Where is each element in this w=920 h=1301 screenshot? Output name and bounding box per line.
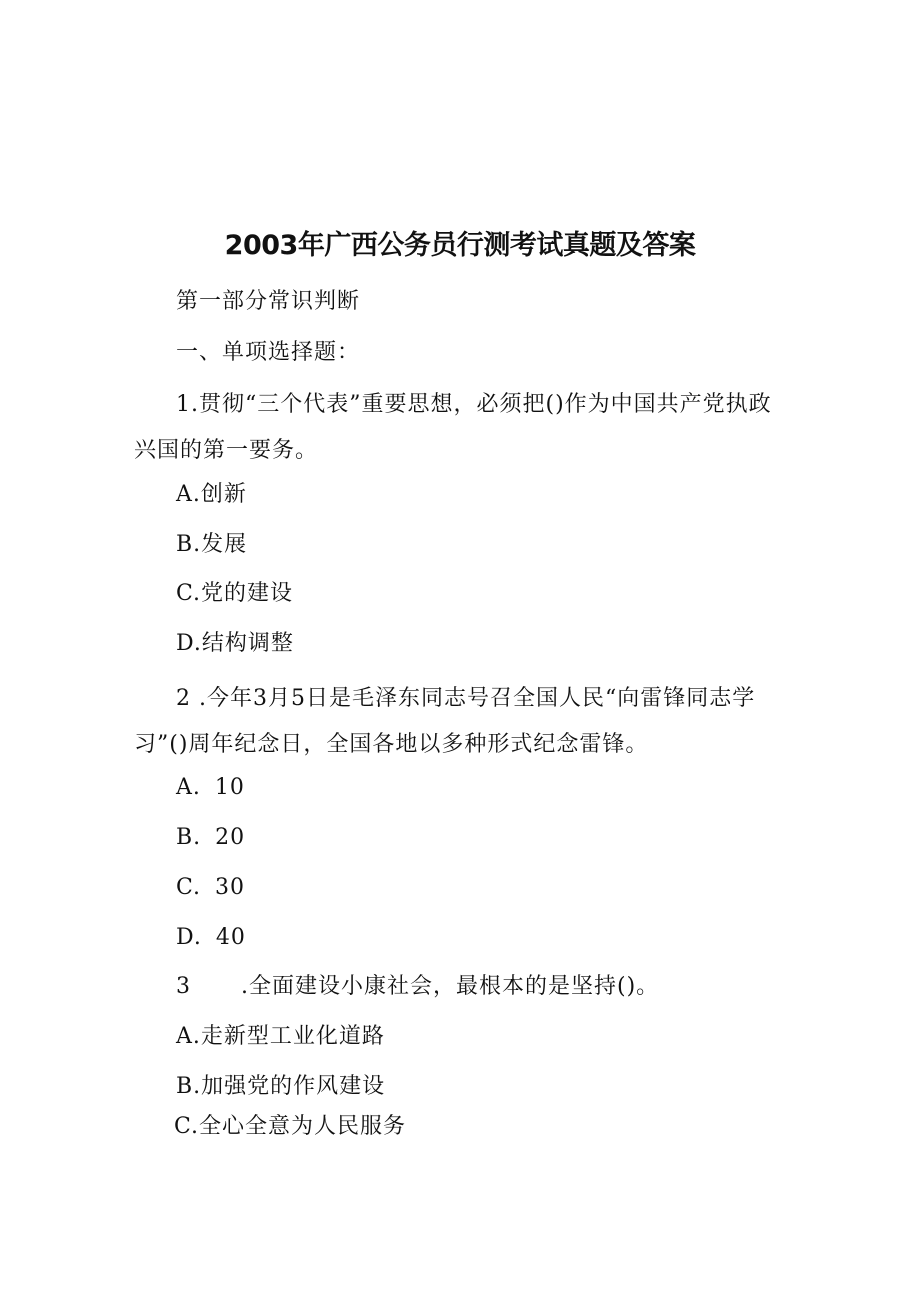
question-2-stem: 2 .今年3月5日是毛泽东同志号召全国人民“向雷锋同志学习”()周年纪念日，全国各地以多种形式纪念雷锋。 xyxy=(134,686,756,757)
option-letter: B. xyxy=(176,825,202,850)
question-3-text: .全面建设小康社会，最根本的是坚持()。 xyxy=(241,974,660,999)
question-3-stem xyxy=(176,972,659,1002)
option-value: 30 xyxy=(215,875,246,900)
option-letter: C. xyxy=(176,875,202,900)
question-1-option-c: C.党的建设 xyxy=(176,581,294,606)
question-2-option-a xyxy=(176,773,245,803)
question-1-option-d: D.结构调整 xyxy=(176,631,294,656)
question-1-option-b: B.发展 xyxy=(176,532,248,557)
section-heading: 一、单项选择题： xyxy=(176,340,361,365)
document-title: 2003年广西公务员行测考试真题及答案 xyxy=(224,230,696,261)
question-3-option-a: A.走新型工业化道路 xyxy=(176,1024,385,1049)
question-1-stem: 1.贯彻“三个代表”重要思想，必须把()作为中国共产党执政兴国的第一要务。 xyxy=(134,392,772,463)
option-letter: D. xyxy=(176,925,202,950)
option-value: 40 xyxy=(215,925,246,950)
option-value: 20 xyxy=(215,825,246,850)
question-3-option-c: C.全心全意为人民服务 xyxy=(174,1114,407,1139)
option-value: 10 xyxy=(214,775,245,800)
question-3-number: 3 xyxy=(176,974,191,999)
question-1-option-a: A.创新 xyxy=(176,482,247,507)
question-2-option-d xyxy=(176,923,246,953)
question-2-option-c xyxy=(176,873,245,903)
question-3-option-b: B.加强党的作风建设 xyxy=(176,1074,386,1099)
option-letter: A. xyxy=(176,775,201,800)
part-heading: 第一部分常识判断 xyxy=(176,289,361,314)
question-2-option-b xyxy=(176,823,245,853)
